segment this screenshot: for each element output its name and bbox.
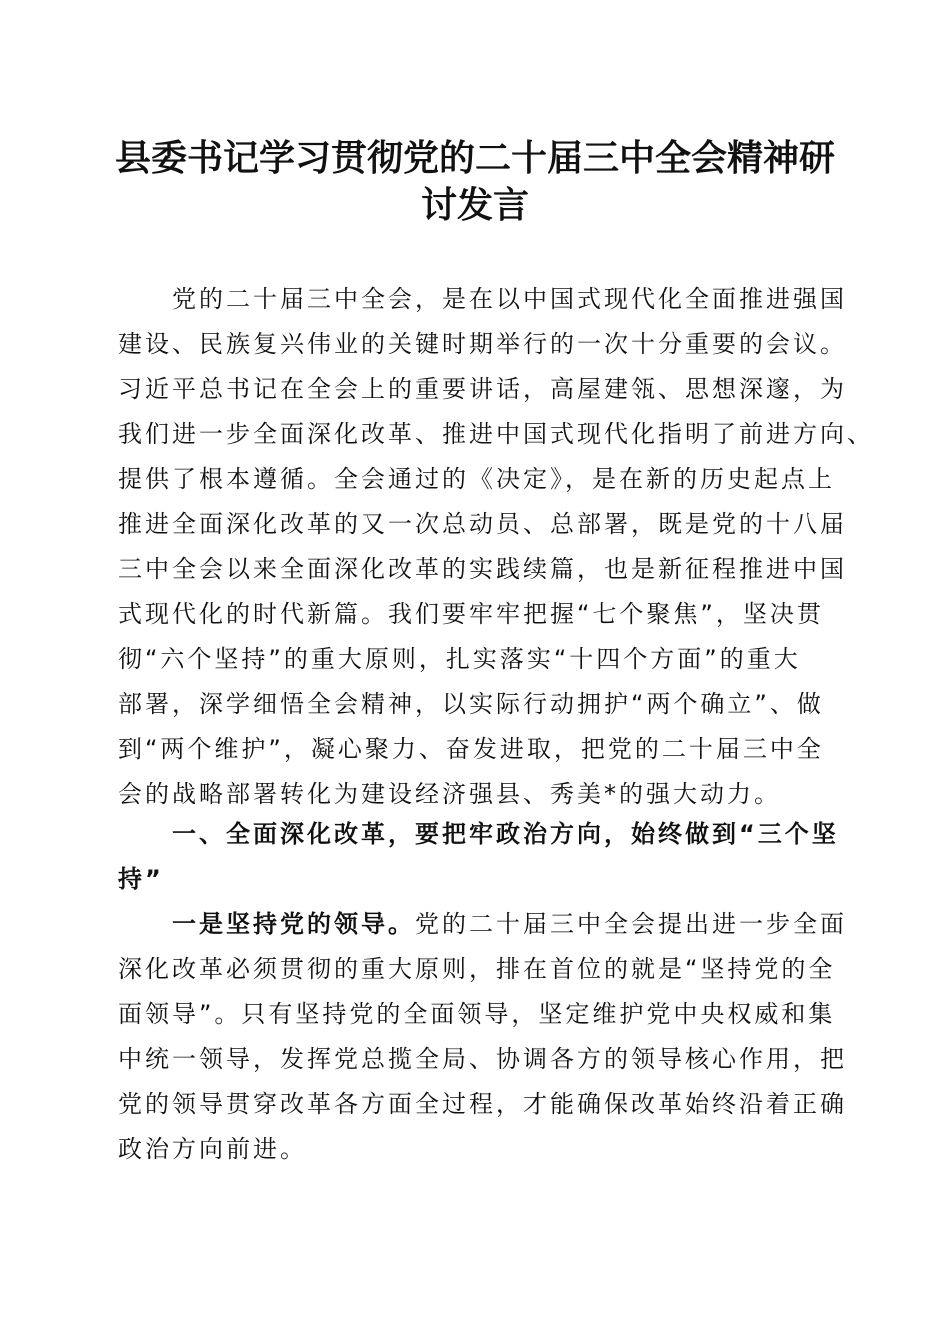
section-heading-line: 一、全面深化改革，要把牢政治方向，始终做到“三个坚 — [172, 820, 839, 848]
paragraph-1-line: 会的战略部署转化为建设经济强县、秀美*的强大动力。 — [118, 780, 781, 808]
section-heading-line: 持” — [118, 865, 164, 893]
paragraph-1-line: 党的二十届三中全会，是在以中国式现代化全面推进强国 — [172, 285, 847, 313]
paragraph-1-line: 推进全面深化改革的又一次总动员、总部署，既是党的十八届 — [118, 510, 847, 538]
paragraph-1-line: 部署，深学细悟全会精神，以实际行动拥护“两个确立”、做 — [118, 690, 824, 718]
document-title-line-2: 讨发言 — [420, 184, 529, 226]
paragraph-1 — [118, 277, 874, 817]
paragraph-1-line: 习近平总书记在全会上的重要讲话，高屋建瓴、思想深邃，为 — [118, 375, 847, 403]
paragraph-2-line: 政治方向前进。 — [118, 1135, 307, 1163]
paragraph-2-line: 中统一领导，发挥党总揽全局、协调各方的领导核心作用，把 — [118, 1045, 847, 1073]
paragraph-2 — [118, 902, 847, 1172]
paragraph-1-line: 到“两个维护”，凝心聚力、奋发进取，把党的二十届三中全 — [118, 735, 824, 763]
paragraph-1-line: 式现代化的时代新篇。我们要牢牢把握“七个聚焦”，坚决贯 — [118, 600, 824, 628]
paragraph-1-line: 我们进一步全面深化改革、推进中国式现代化指明了前进方向、 — [118, 420, 874, 448]
paragraph-2-line: 深化改革必须贯彻的重大原则，排在首位的就是“坚持党的全 — [118, 955, 836, 983]
paragraph-2-lead: 一是坚持党的领导。 — [172, 910, 415, 938]
document-title-line-1: 县委书记学习贯彻党的二十届三中全会精神研 — [114, 137, 835, 179]
paragraph-2-line: 党的领导贯穿改革各方面全过程，才能确保改革始终沿着正确 — [118, 1090, 847, 1118]
paragraph-1-line: 三中全会以来全面深化改革的实践续篇，也是新征程推进中国 — [118, 555, 847, 583]
paragraph-1-line: 彻“六个坚持”的重大原则，扎实落实“十四个方面”的重大 — [118, 645, 801, 673]
paragraph-2-first-line — [118, 902, 847, 947]
section-heading-1 — [118, 812, 838, 902]
paragraph-2-line: 面领导”。只有坚持党的全面领导，坚定维护党中央权威和集 — [118, 1000, 836, 1028]
paragraph-2-first-rest: 党的二十届三中全会提出进一步全面 — [415, 910, 847, 938]
paragraph-1-line: 提供了根本遵循。全会通过的《决定》，是在新的历史起点上 — [118, 465, 835, 493]
paragraph-1-line: 建设、民族复兴伟业的关键时期举行的一次十分重要的会议。 — [118, 330, 847, 358]
